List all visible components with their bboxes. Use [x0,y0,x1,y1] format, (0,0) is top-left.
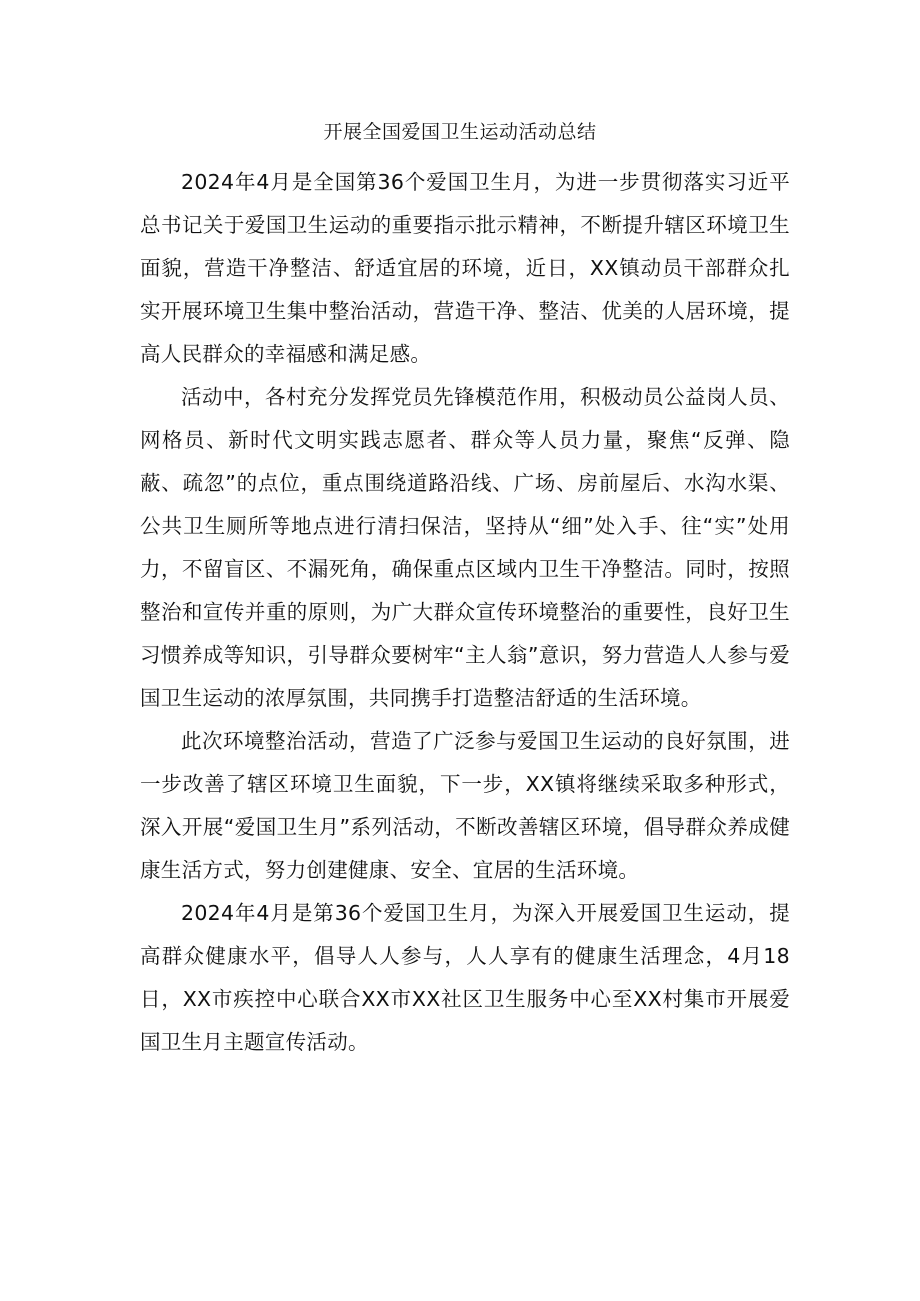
document-title: 开展全国爱国卫生运动活动总结 [323,121,597,143]
paragraph-1: 2024年4月是全国第36个爱国卫生月，为进一步贯彻落实习近平总书记关于爱国卫生运动的重要指示批示精神，不断提升辖区环境卫生面貌，营造干净整洁、舒适宜居的环境，近日，XX镇动员干部群众扎实开展环境卫生集中整治活动，营造干净、整洁、优美的人居环境，提高人民群众的幸福感和满足感。 [140,170,790,366]
document-body [140,161,790,1064]
paragraph-4: 2024年4月是第36个爱国卫生月，为深入开展爱国卫生运动，提高群众健康水平，倡导人人参与，人人享有的健康生活理念，4月18日，XX市疾控中心联合XX市XX社区卫生服务中心至XX村集市开展爱国卫生月主题宣传活动。 [140,901,790,1054]
paragraph-2: 活动中，各村充分发挥党员先锋模范作用，积极动员公益岗人员、网格员、新时代文明实践志愿者、群众等人员力量，聚焦“反弹、隐蔽、疏忽”的点位，重点围绕道路沿线、广场、房前屋后、水沟水渠、公共卫生厕所等地点进行清扫保洁，坚持从“细”处入手、往“实”处用力，不留盲区、不漏死角，确保重点区域内卫生干净整洁。同时，按照整治和宣传并重的原则，为广大群众宣传环境整治的重要性，良好卫生习惯养成等知识，引导群众要树牢“主人翁”意识，努力营造人人参与爱国卫生运动的浓厚氛围，共同携手打造整洁舒适的生活环境。 [140,385,790,710]
paragraph-3: 此次环境整治活动，营造了广泛参与爱国卫生运动的良好氛围，进一步改善了辖区环境卫生面貌，下一步，XX镇将继续采取多种形式，深入开展“爱国卫生月”系列活动，不断改善辖区环境，倡导群众养成健康生活方式，努力创建健康、安全、宜居的生活环境。 [140,729,790,882]
